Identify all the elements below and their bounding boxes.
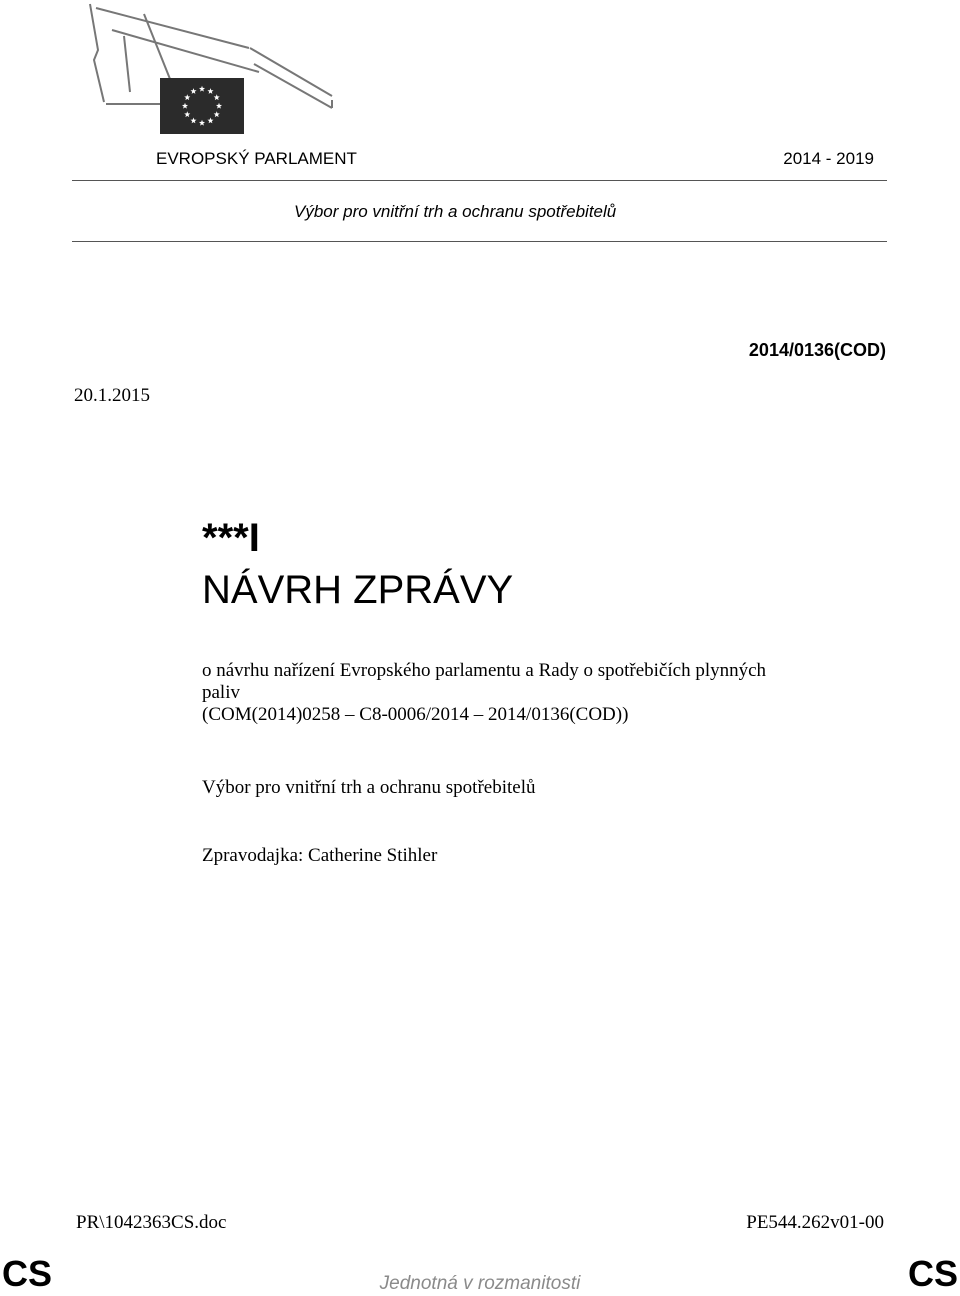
procedure-stars: ***I <box>202 516 260 560</box>
european-parliament-logo-icon <box>84 0 336 140</box>
document-reference: PR\1042363CS.doc <box>76 1212 227 1233</box>
language-code-left: CS <box>2 1253 53 1294</box>
document-date: 20.1.2015 <box>74 385 150 406</box>
document-title: NÁVRH ZPRÁVY <box>202 568 514 612</box>
pe-reference: PE544.262v01-00 <box>746 1212 884 1233</box>
rapporteur: Zpravodajka: Catherine Stihler <box>202 845 438 866</box>
institution-name: EVROPSKÝ PARLAMENT <box>156 149 357 168</box>
header-rule-bottom <box>72 241 887 242</box>
reference-line: (COM(2014)0258 – C8-0006/2014 – 2014/0136(COD)) <box>202 704 629 725</box>
subject-line-1: o návrhu nařízení Evropského parlamentu a Rady o spotřebičích plynných <box>202 660 767 681</box>
header-rule-top <box>72 180 887 181</box>
committee-header: Výbor pro vnitřní trh a ochranu spotřebitelů <box>294 202 617 221</box>
subject-text <box>202 660 766 726</box>
committee-name: Výbor pro vnitřní trh a ochranu spotřebitelů <box>202 777 536 798</box>
motto: Jednotná v rozmanitosti <box>379 1273 581 1294</box>
language-code-right: CS <box>907 1253 958 1294</box>
procedure-number: 2014/0136(COD) <box>748 340 886 360</box>
parliamentary-term: 2014 - 2019 <box>783 149 874 168</box>
subject-line-2: paliv <box>202 682 240 703</box>
